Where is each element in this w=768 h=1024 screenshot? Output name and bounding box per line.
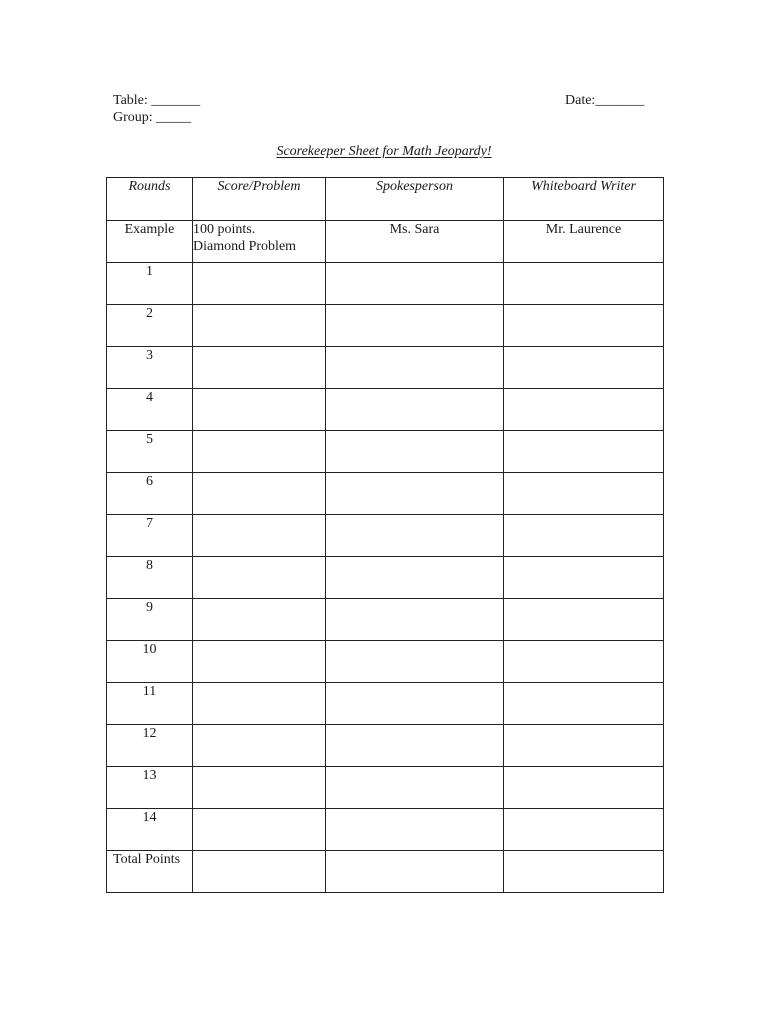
score-problem-cell[interactable] [193, 431, 326, 473]
total-spokesperson-cell[interactable] [326, 851, 504, 893]
whiteboard-writer-cell[interactable] [504, 683, 664, 725]
spokesperson-cell[interactable] [326, 389, 504, 431]
spokesperson-cell[interactable] [326, 683, 504, 725]
spokesperson-cell[interactable] [326, 263, 504, 305]
total-points-label: Total Points [107, 851, 193, 893]
whiteboard-writer-cell[interactable] [504, 263, 664, 305]
example-score-problem: Diamond Problem [193, 239, 297, 254]
example-row [107, 221, 664, 263]
whiteboard-writer-cell[interactable] [504, 641, 664, 683]
spokesperson-cell[interactable] [326, 725, 504, 767]
round-number-cell: 10 [107, 641, 193, 683]
table-row [107, 431, 664, 473]
date-label: Date:_______ [565, 93, 645, 108]
whiteboard-writer-cell[interactable] [504, 599, 664, 641]
example-writer: Mr. Laurence [504, 221, 664, 263]
spokesperson-cell[interactable] [326, 473, 504, 515]
table-header-row [107, 178, 664, 221]
whiteboard-writer-cell[interactable] [504, 473, 664, 515]
whiteboard-writer-cell[interactable] [504, 515, 664, 557]
score-problem-cell[interactable] [193, 557, 326, 599]
whiteboard-writer-cell[interactable] [504, 557, 664, 599]
example-spokesperson: Ms. Sara [326, 221, 504, 263]
round-number-cell: 13 [107, 767, 193, 809]
total-points-row [107, 851, 664, 893]
score-problem-cell[interactable] [193, 767, 326, 809]
spokesperson-cell[interactable] [326, 809, 504, 851]
table-row [107, 683, 664, 725]
round-number-cell: 14 [107, 809, 193, 851]
score-problem-cell[interactable] [193, 305, 326, 347]
spokesperson-cell[interactable] [326, 431, 504, 473]
page-title: Scorekeeper Sheet for Math Jeopardy! [276, 144, 492, 159]
whiteboard-writer-cell[interactable] [504, 809, 664, 851]
score-problem-cell[interactable] [193, 263, 326, 305]
table-row [107, 389, 664, 431]
spokesperson-cell[interactable] [326, 557, 504, 599]
round-number-cell: 9 [107, 599, 193, 641]
group-label: Group: _____ [113, 110, 192, 125]
score-problem-cell[interactable] [193, 725, 326, 767]
round-number-cell: 7 [107, 515, 193, 557]
whiteboard-writer-cell[interactable] [504, 305, 664, 347]
total-score-cell[interactable] [193, 851, 326, 893]
column-header-score-problem: Score/Problem [193, 178, 326, 221]
example-score-cell [193, 221, 326, 263]
round-number-cell: 4 [107, 389, 193, 431]
table-row [107, 725, 664, 767]
score-problem-cell[interactable] [193, 599, 326, 641]
score-problem-cell[interactable] [193, 389, 326, 431]
spokesperson-cell[interactable] [326, 515, 504, 557]
whiteboard-writer-cell[interactable] [504, 347, 664, 389]
spokesperson-cell[interactable] [326, 641, 504, 683]
score-problem-cell[interactable] [193, 515, 326, 557]
example-round-label: Example [107, 221, 193, 263]
score-problem-cell[interactable] [193, 683, 326, 725]
table-row [107, 767, 664, 809]
table-row [107, 473, 664, 515]
round-number-cell: 2 [107, 305, 193, 347]
table-row [107, 347, 664, 389]
whiteboard-writer-cell[interactable] [504, 431, 664, 473]
table-row [107, 599, 664, 641]
spokesperson-cell[interactable] [326, 347, 504, 389]
score-problem-cell[interactable] [193, 641, 326, 683]
score-problem-cell[interactable] [193, 347, 326, 389]
column-header-whiteboard-writer: Whiteboard Writer [504, 178, 664, 221]
table-row [107, 263, 664, 305]
round-number-cell: 1 [107, 263, 193, 305]
round-number-cell: 6 [107, 473, 193, 515]
score-table [106, 177, 664, 893]
spokesperson-cell[interactable] [326, 767, 504, 809]
column-header-rounds: Rounds [107, 178, 193, 221]
spokesperson-cell[interactable] [326, 599, 504, 641]
round-number-cell: 3 [107, 347, 193, 389]
total-writer-cell[interactable] [504, 851, 664, 893]
round-number-cell: 5 [107, 431, 193, 473]
table-row [107, 305, 664, 347]
example-score-points: 100 points. [193, 222, 256, 237]
round-number-cell: 12 [107, 725, 193, 767]
whiteboard-writer-cell[interactable] [504, 389, 664, 431]
round-number-cell: 11 [107, 683, 193, 725]
spokesperson-cell[interactable] [326, 305, 504, 347]
table-row [107, 515, 664, 557]
table-number-label: Table: _______ [113, 93, 201, 108]
table-row [107, 557, 664, 599]
whiteboard-writer-cell[interactable] [504, 767, 664, 809]
table-row [107, 641, 664, 683]
round-number-cell: 8 [107, 557, 193, 599]
table-row [107, 809, 664, 851]
score-problem-cell[interactable] [193, 809, 326, 851]
whiteboard-writer-cell[interactable] [504, 725, 664, 767]
score-problem-cell[interactable] [193, 473, 326, 515]
column-header-spokesperson: Spokesperson [326, 178, 504, 221]
